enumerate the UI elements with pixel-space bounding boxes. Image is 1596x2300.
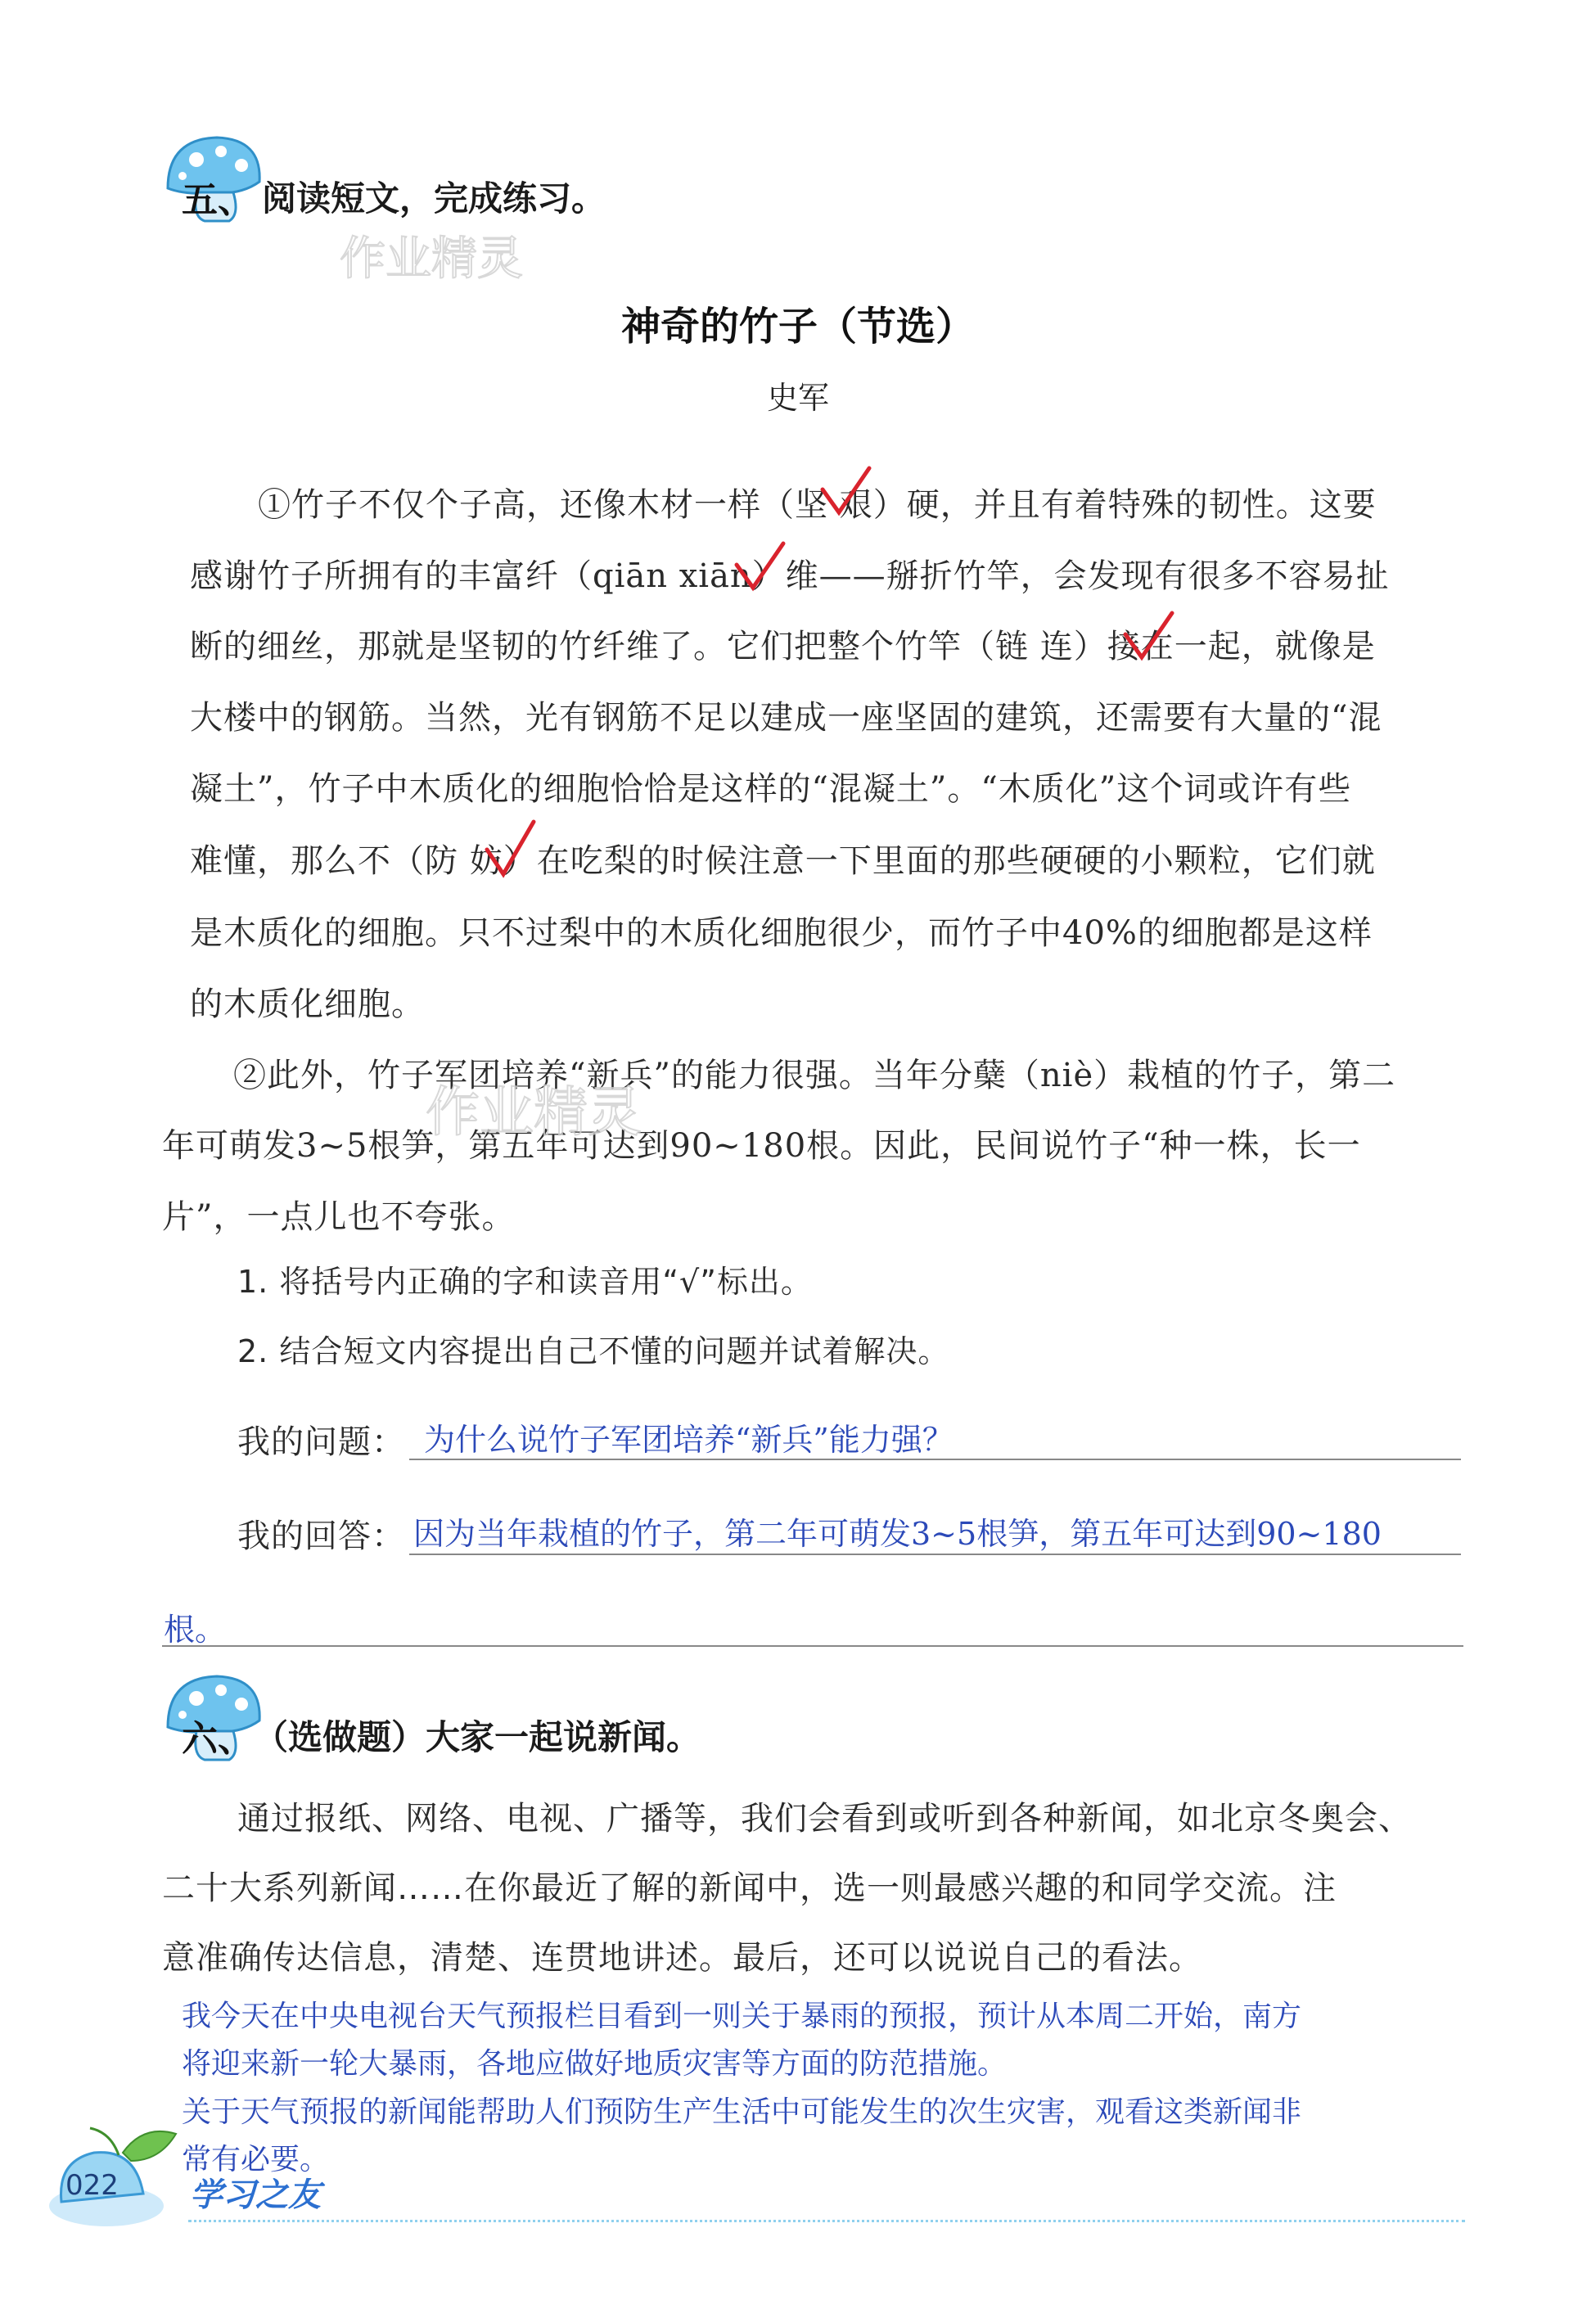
check-mark-icon — [483, 819, 540, 884]
my-question-answer: 为什么说竹子军团培养“新兵”能力强？ — [424, 1422, 954, 1458]
article-line: 感谢竹子所拥有的丰富纤（qiān xiān）维——掰折竹竿，会发现有很多不容易扯 — [190, 557, 1390, 595]
my-answer-text-continued: 根。 — [164, 1612, 227, 1648]
section-6-text: 意准确传达信息，清楚、连贯地讲述。最后，还可以说说自己的看法。 — [162, 1939, 1202, 1977]
article-line: ②此外，竹子军团培养“新兵”的能力很强。当年分蘖（niè）栽植的竹子，第二 — [233, 1057, 1396, 1094]
article-line: 大楼中的钢筋。当然，光有钢筋不足以建成一座坚固的建筑，还需要有大量的“混 — [190, 699, 1382, 737]
article-line: 是木质化的细胞。只不过梨中的木质化细胞很少，而竹子中40%的细胞都是这样 — [190, 914, 1373, 952]
article-line: 的木质化细胞。 — [190, 985, 425, 1023]
section-6-answer: 将迎来新一轮大暴雨，各地应做好地质灾害等方面的防范措施。 — [182, 2047, 1008, 2081]
section-5-title: 阅读短文，完成练习。 — [262, 178, 606, 219]
my-question-label: 我的问题： — [237, 1423, 405, 1461]
answer-line — [162, 1645, 1463, 1647]
article-line: 片”，一点儿也不夸张。 — [162, 1198, 516, 1236]
check-mark-icon — [733, 540, 790, 598]
article-title: 神奇的竹子（节选） — [620, 304, 975, 350]
article-line: 年可萌发3~5根笋，第五年可达到90~180根。因此，民间说竹子“种一株，长一 — [162, 1127, 1361, 1165]
my-answer-text: 因为当年栽植的竹子，第二年可萌发3~5根笋，第五年可达到90~180 — [413, 1516, 1382, 1552]
article-author: 史军 — [766, 380, 829, 416]
article-line: 凝土”，竹子中木质化的细胞恰恰是这样的“混凝土”。“木质化”这个词或许有些 — [190, 770, 1352, 808]
section-6-answer: 我今天在中央电视台天气预报栏目看到一则关于暴雨的预报，预计从本周二开始，南方 — [182, 2000, 1302, 2033]
question-1: 1. 将括号内正确的字和读音用“√”标出。 — [237, 1264, 813, 1300]
article-line: 难懂，那么不（防 妨）在吃梨的时候注意一下里面的那些硬硬的小颗粒，它们就 — [190, 842, 1376, 880]
section-6-answer: 常有必要。 — [182, 2143, 330, 2176]
question-2: 2. 结合短文内容提出自己不懂的问题并试着解决。 — [237, 1333, 950, 1369]
footer-dotted-rule — [188, 2220, 1465, 2222]
section-6-answer: 关于天气预报的新闻能帮助人们预防生产生活中可能发生的次生灾害，观看这类新闻非 — [182, 2095, 1302, 2129]
watermark: 作业精灵 — [426, 1080, 642, 1143]
section-6-number: 六、 — [182, 1718, 254, 1760]
check-mark-icon — [818, 465, 876, 522]
section-6-title: （选做题）大家一起说新闻。 — [254, 1717, 701, 1757]
check-mark-icon — [1121, 610, 1179, 667]
answer-line — [409, 1554, 1461, 1555]
my-answer-label: 我的回答： — [237, 1518, 405, 1555]
article-line: ①竹子不仅个子高，还像木材一样（坚 艰）硬，并且有着特殊的韧性。这要 — [258, 486, 1377, 524]
watermark: 作业精灵 — [340, 232, 523, 286]
page-number: 022 — [65, 2169, 119, 2202]
footer-brand: 学习之友 — [190, 2176, 321, 2214]
section-5-number: 五、 — [182, 179, 254, 221]
answer-line — [409, 1459, 1461, 1460]
section-6-text: 通过报纸、网络、电视、广播等，我们会看到或听到各种新闻，如北京冬奥会、 — [237, 1800, 1412, 1838]
article-line: 断的细丝，那就是坚韧的竹纤维了。它们把整个竹竿（链 连）接在一起，就像是 — [190, 628, 1376, 665]
section-6-text: 二十大系列新闻……在你最近了解的新闻中，选一则最感兴趣的和同学交流。注 — [162, 1869, 1337, 1907]
